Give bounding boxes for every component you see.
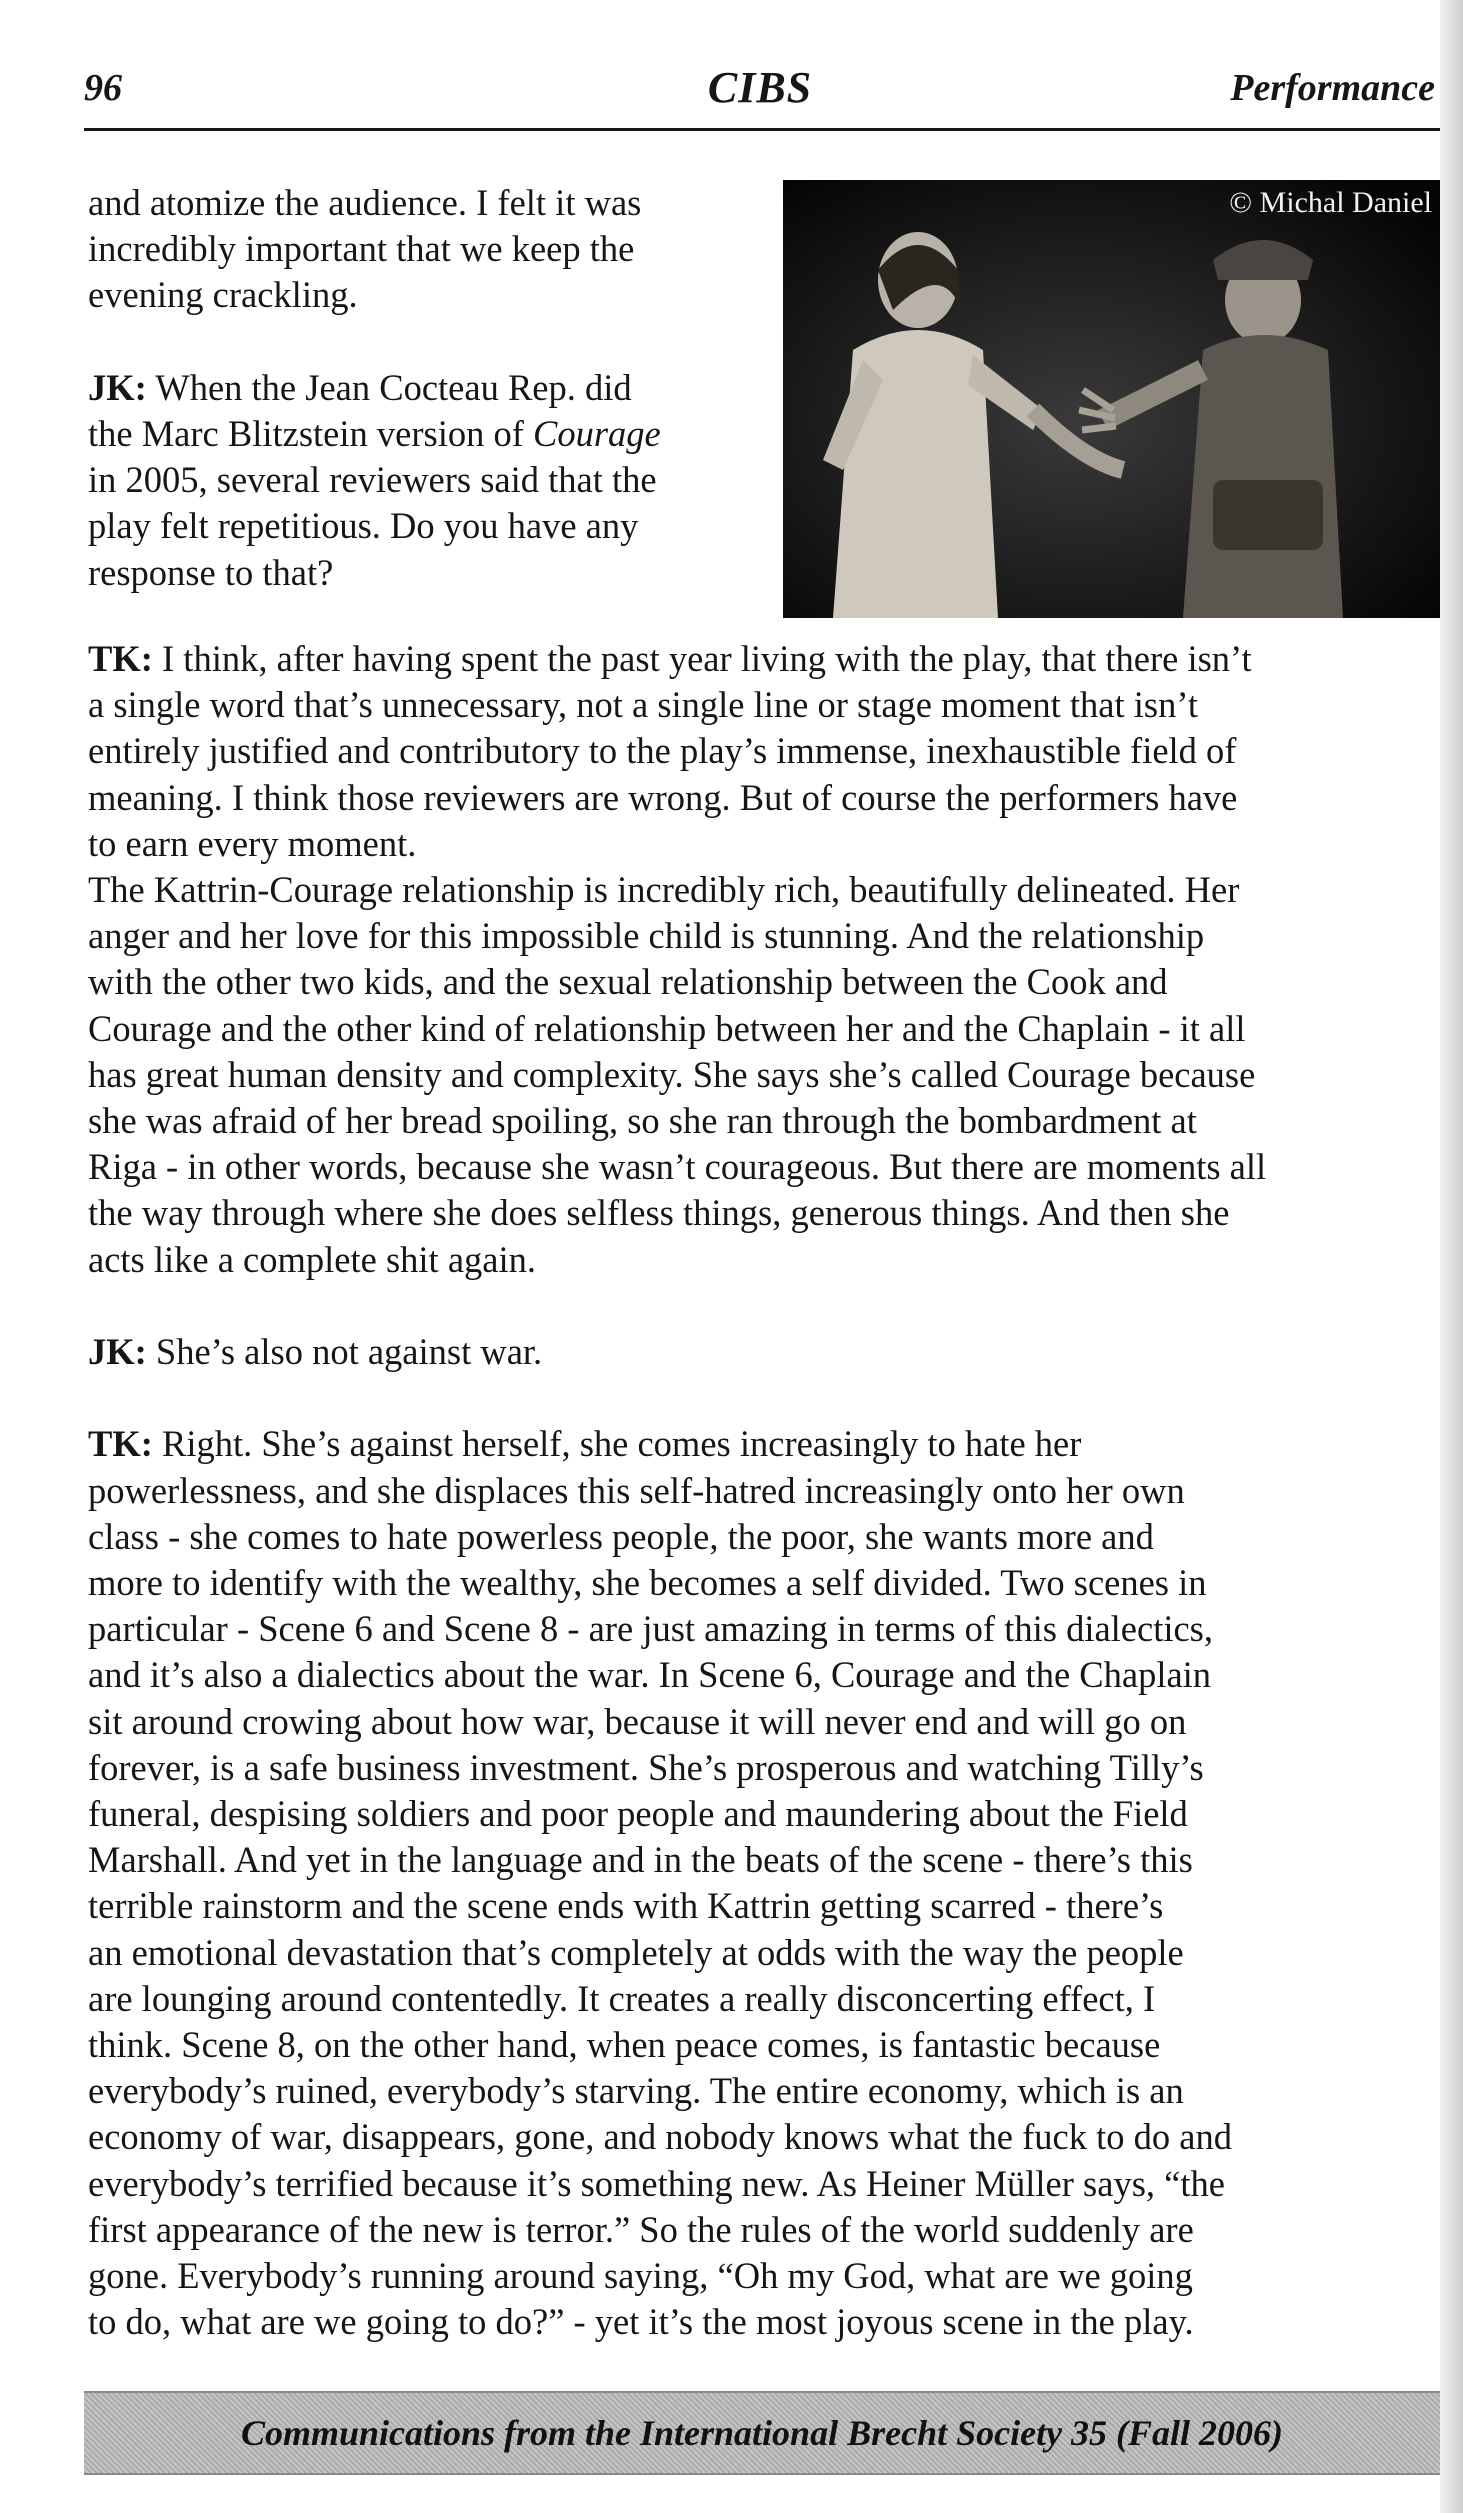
text-line: with the other two kids, and the sexual relationship between the Cook and [88, 961, 1168, 1003]
play-title: Courage [533, 413, 661, 454]
text-line: evening crackling. [88, 274, 358, 316]
text-line: class - she comes to hate powerless people, the poor, she wants more and [88, 1515, 1154, 1557]
text-line: play felt repetitious. Do you have any [88, 505, 639, 547]
journal-footer-banner [84, 2391, 1440, 2475]
text-line: The Kattrin-Courage relationship is incredibly rich, beautifully delineated. Her [88, 869, 1240, 911]
text-line: Courage and the other kind of relationship between her and the Chaplain - it all [88, 1007, 1246, 1049]
main-column-text [88, 636, 1266, 2345]
text-line: forever, is a safe business investment. She’s prosperous and watching Tilly’s [88, 1746, 1204, 1788]
text-line: are lounging around contentedly. It creates a really disconcerting effect, I [88, 1977, 1156, 2019]
text-line: Riga - in other words, because she wasn’t courageous. But there are moments all [88, 1146, 1267, 1188]
text-line: terrible rainstorm and the scene ends with Kattrin getting scarred - there’s [88, 1885, 1164, 1927]
answer-tk-1: TK: I think, after having spent the past year living with the play, that there isn’t [88, 638, 1252, 679]
text-line: to do, what are we going to do?” - yet it’s the most joyous scene in the play. [88, 2301, 1194, 2343]
text-line: to earn every moment. [88, 822, 417, 864]
text-line: funeral, despising soldiers and poor people and maundering about the Field [88, 1793, 1188, 1835]
text-line: meaning. I think those reviewers are wrong. But of course the performers have [88, 776, 1238, 818]
text-line: the Marc Blitzstein version of Courage [88, 413, 661, 454]
journal-title: CIBS [707, 63, 813, 112]
footer-citation: Communications from the International Brecht Society 35 (Fall 2006) [240, 2413, 1284, 2453]
text-line: has great human density and complexity. She says she’s called Courage because [88, 1053, 1256, 1095]
text-line: a single word that’s unnecessary, not a single line or stage moment that isn’t [88, 684, 1198, 726]
top-column-text [88, 180, 661, 596]
speaker-label: JK: [88, 1331, 147, 1373]
photo-credit: © Michal Daniel [1229, 186, 1432, 219]
production-photo [783, 180, 1440, 618]
text-line: Marshall. And yet in the language and in the beats of the scene - there’s this [88, 1839, 1193, 1881]
speaker-label: TK: [88, 1423, 153, 1465]
photo-scene-illustration [783, 180, 1440, 618]
text-line: and it’s also a dialectics about the war. In Scene 6, Courage and the Chaplain [88, 1654, 1212, 1696]
text-line: response to that? [88, 551, 334, 593]
text-line: more to identify with the wealthy, she becomes a self divided. Two scenes in [88, 1562, 1207, 1604]
text-line: an emotional devastation that’s completely at odds with the way the people [88, 1931, 1184, 1973]
question-jk-2: JK: She’s also not against war. [88, 1331, 543, 1373]
text-line: entirely justified and contributory to the play’s immense, inexhaustible field of [88, 730, 1237, 772]
text-line: anger and her love for this impossible child is stunning. And the relationship [88, 915, 1205, 957]
text-line: and atomize the audience. I felt it was [88, 182, 642, 223]
text-line: particular - Scene 6 and Scene 8 - are just amazing in terms of this dialectics, [88, 1608, 1214, 1650]
text-line: everybody’s ruined, everybody’s starving. The entire economy, which is an [88, 2070, 1184, 2112]
text-line: in 2005, several reviewers said that the [88, 459, 657, 501]
answer-tk-2: TK: Right. She’s against herself, she comes increasingly to hate her [88, 1423, 1082, 1465]
text-line: the way through where she does selfless things, generous things. And then she [88, 1192, 1230, 1234]
page-number: 96 [84, 67, 122, 109]
speaker-label: JK: [88, 366, 147, 408]
text-line: acts like a complete shit again. [88, 1238, 536, 1280]
section-title: Performance [1230, 67, 1435, 109]
page-edge-shadow [1440, 0, 1463, 2513]
text-line: powerlessness, and she displaces this self-hatred increasingly onto her own [88, 1469, 1185, 1511]
text-line: incredibly important that we keep the [88, 228, 635, 270]
text-line: gone. Everybody’s running around saying, “Oh my God, what are we going [88, 2255, 1193, 2297]
question-jk-1: JK: When the Jean Cocteau Rep. did [88, 366, 632, 408]
text-line: first appearance of the new is terror.” So the rules of the world suddenly are [88, 2208, 1194, 2250]
text-line: think. Scene 8, on the other hand, when peace comes, is fantastic because [88, 2024, 1161, 2066]
header-rule [84, 128, 1440, 131]
text-line: economy of war, disappears, gone, and nobody knows what the fuck to do and [88, 2116, 1232, 2158]
text-line: she was afraid of her bread spoiling, so she ran through the bombardment at [88, 1100, 1197, 1142]
speaker-label: TK: [88, 638, 153, 679]
text-line: sit around crowing about how war, because it will never end and will go on [88, 1700, 1187, 1742]
text-line: everybody’s terrified because it’s something new. As Heiner Müller says, “the [88, 2162, 1225, 2204]
